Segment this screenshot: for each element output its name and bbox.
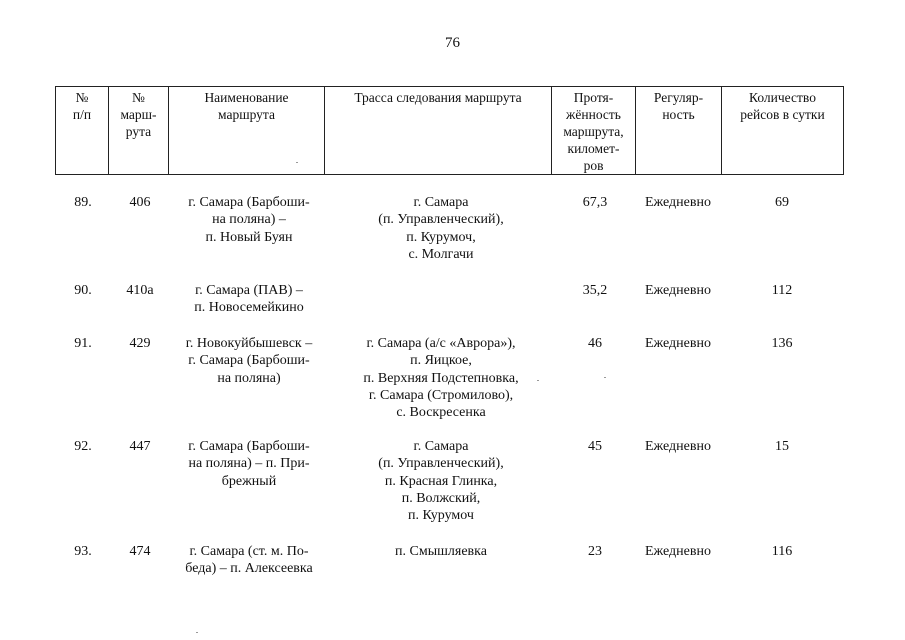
text-line: на поляна) – п. При-: [188, 456, 310, 472]
scan-speck: [537, 380, 539, 381]
text-line: брежный: [221, 473, 277, 489]
text-line: г. Самара (Стромилово),: [368, 387, 514, 403]
text-line: на поляна): [217, 370, 281, 386]
page-number: 76: [445, 35, 460, 51]
text-line: маршрута: [218, 107, 275, 122]
header-col-route-length: [552, 87, 636, 175]
route-length: 46: [588, 336, 602, 351]
text-line: жённость: [566, 107, 621, 122]
row-number: 93.: [74, 544, 92, 559]
trips-per-day: 15: [775, 439, 789, 454]
route-length: 23: [588, 544, 602, 559]
header-col-route-track: [325, 87, 552, 175]
scan-speck: [604, 377, 606, 378]
header-col-route-number: [109, 87, 169, 175]
text-line: п. Новосемейкино: [194, 300, 304, 316]
text-line: на поляна) –: [212, 212, 286, 228]
route-regularity: Ежедневно: [644, 544, 711, 559]
text-line: г. Самара (ПАВ) –: [195, 283, 303, 298]
text-line: п/п: [72, 107, 92, 122]
route-track: [327, 438, 555, 524]
scan-speck: [296, 162, 298, 163]
row-number: 91.: [74, 336, 92, 351]
table-header: [55, 86, 844, 175]
text-line: п. Красная Глинка,: [384, 473, 498, 489]
row-number: 90.: [74, 283, 92, 298]
text-line: г. Самара: [413, 439, 469, 454]
header-col-route-name: [169, 87, 325, 175]
text-line: ров: [583, 158, 604, 173]
text-line: (п. Управленческий),: [378, 456, 504, 472]
route-track: [327, 335, 555, 421]
route-track: [327, 543, 555, 560]
text-line: п. Верхняя Подстепновка,: [363, 370, 519, 386]
route-number: 447: [129, 439, 151, 454]
route-name: [171, 543, 327, 578]
text-line: г. Новокуйбышевск –: [185, 336, 313, 351]
text-line: п. Смышляевка: [395, 544, 487, 559]
text-line: с. Воскресенка: [396, 405, 486, 421]
route-track: [327, 194, 555, 263]
route-name: [171, 194, 327, 246]
text-line: (п. Управленческий),: [378, 212, 504, 228]
text-line: Наименование: [204, 90, 289, 105]
text-line: Регуляр-: [653, 90, 704, 105]
text-line: г. Самара (Барбоши-: [188, 353, 310, 369]
text-line: марш-: [120, 107, 157, 122]
text-line: г. Самара (Барбоши-: [188, 439, 310, 454]
text-line: г. Самара: [413, 195, 469, 210]
scan-speck: [196, 632, 198, 633]
trips-per-day: 116: [771, 544, 793, 559]
route-regularity: Ежедневно: [644, 336, 711, 351]
header-col-trips-per-day: [722, 87, 844, 175]
text-line: №: [132, 90, 145, 105]
text-line: п. Курумоч: [408, 508, 474, 524]
text-line: Протя-: [573, 90, 614, 105]
route-length: 35,2: [582, 283, 608, 298]
route-length: 45: [588, 439, 602, 454]
route-regularity: Ежедневно: [644, 283, 711, 298]
header-col-regularity: [636, 87, 722, 175]
trips-per-day: 69: [775, 195, 789, 210]
route-regularity: Ежедневно: [644, 195, 711, 210]
text-line: ность: [662, 107, 695, 122]
route-name: [171, 438, 327, 490]
text-line: №: [75, 90, 89, 105]
route-length: 67,3: [582, 195, 608, 210]
text-line: маршрута,: [563, 124, 624, 139]
route-number: 410а: [126, 283, 154, 298]
text-line: п. Волжский,: [401, 490, 481, 506]
text-line: п. Яицкое,: [410, 353, 472, 369]
text-line: Количество: [749, 90, 816, 105]
route-name: [171, 282, 327, 317]
row-number: 92.: [74, 439, 92, 454]
route-number: 474: [129, 544, 151, 559]
text-line: г. Самара (ст. м. По-: [189, 544, 309, 559]
text-line: Трасса следования маршрута: [354, 90, 522, 105]
text-line: п. Курумоч,: [406, 229, 476, 245]
text-line: г. Самара (а/с «Аврора»),: [366, 336, 516, 351]
text-line: беда) – п. Алексеевка: [185, 561, 313, 577]
route-regularity: Ежедневно: [644, 439, 711, 454]
row-number: 89.: [74, 195, 92, 210]
text-line: рейсов в сутки: [740, 107, 825, 122]
trips-per-day: 136: [771, 336, 793, 351]
route-number: 406: [129, 195, 151, 210]
text-line: п. Новый Буян: [205, 229, 293, 245]
text-line: с. Молгачи: [408, 246, 474, 262]
text-line: километ-: [567, 141, 620, 156]
text-line: рута: [125, 124, 152, 139]
header-col-number: [56, 87, 109, 175]
text-line: г. Самара (Барбоши-: [188, 195, 310, 210]
route-name: [171, 335, 327, 387]
trips-per-day: 112: [771, 283, 793, 298]
route-number: 429: [129, 336, 151, 351]
